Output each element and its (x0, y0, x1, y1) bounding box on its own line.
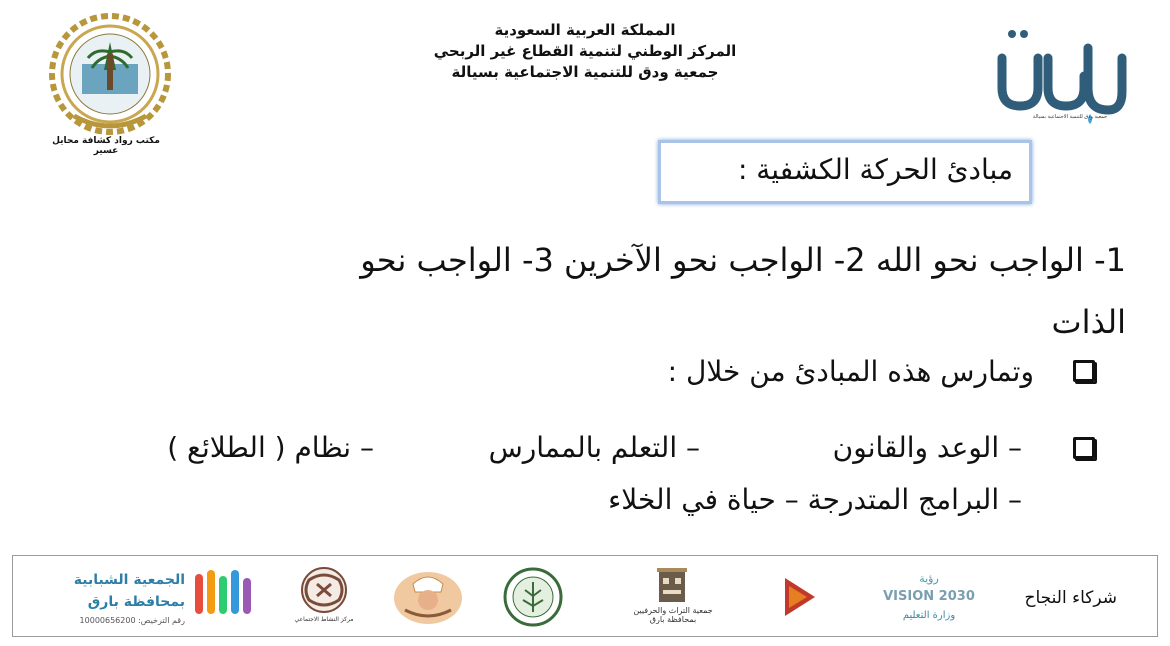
heritage-caption: جمعية التراث والحرفيين بمحافظة بارق (633, 606, 713, 624)
social-center-caption: مركز النشاط الاجتماعي (294, 616, 354, 623)
header-line-3: جمعية ودق للتنمية الاجتماعية بسيالة (451, 63, 719, 81)
svg-text:وزارة التعليم: وزارة التعليم (902, 610, 956, 621)
vision-2030-logo (879, 568, 979, 626)
scouts-logo-caption: مكتب رواد كشافة محايل عسير (52, 136, 160, 156)
checkbox-icon (1073, 360, 1095, 382)
checkbox-icon (1073, 437, 1095, 459)
bullet-learning: – التعلم بالممارس (488, 431, 700, 464)
svg-text:VISION 2030: VISION 2030 (883, 589, 975, 604)
chef-logo (391, 566, 465, 628)
heritage-building-icon (647, 564, 697, 604)
wadaq-logo-caption: جمعية ودق للتنمية الاجتماعية بسيالة (1032, 114, 1108, 120)
bullet-practice: وتمارس هذه المبادئ من خلال : (667, 355, 1034, 388)
principles-line: 1- الواجب نحو الله 2- الواجب نحو الآخرين 3- الواجب نحو (360, 241, 1126, 279)
header-line-2: المركز الوطني لتنمية القطاع غير الربحي (433, 42, 737, 60)
play-icon (773, 572, 823, 622)
principles-line-continued: الذات (1051, 303, 1126, 341)
youth-assoc-subtitle: بمحافظة بارق (87, 594, 185, 610)
header-line-1: المملكة العربية السعودية (494, 21, 676, 39)
bullet-patrol-system: – نظام ( الطلائع ) (167, 431, 374, 464)
svg-text:رؤية: رؤية (919, 572, 939, 585)
title-box (658, 140, 1032, 204)
partners-label: شركاء النجاح (1024, 588, 1117, 608)
youth-assoc-icon (191, 568, 257, 618)
youth-assoc-title: الجمعية الشبابية (73, 572, 185, 588)
scouts-emblem-logo (40, 12, 180, 152)
social-center-logo (289, 566, 359, 614)
charity-emblem-logo (501, 566, 565, 628)
bullet-programs-outdoor: – البرامج المتدرجة – حياة في الخلاء (608, 483, 1022, 516)
youth-assoc-license: رقم الترخيص: 10000656200 (79, 616, 185, 625)
slide-title: مبادئ الحركة الكشفية : (737, 153, 1013, 186)
wadaq-logo (990, 18, 1130, 128)
header-block (420, 20, 750, 83)
partners-footer (12, 555, 1158, 637)
bullet-promise-law: – الوعد والقانون (832, 431, 1022, 464)
